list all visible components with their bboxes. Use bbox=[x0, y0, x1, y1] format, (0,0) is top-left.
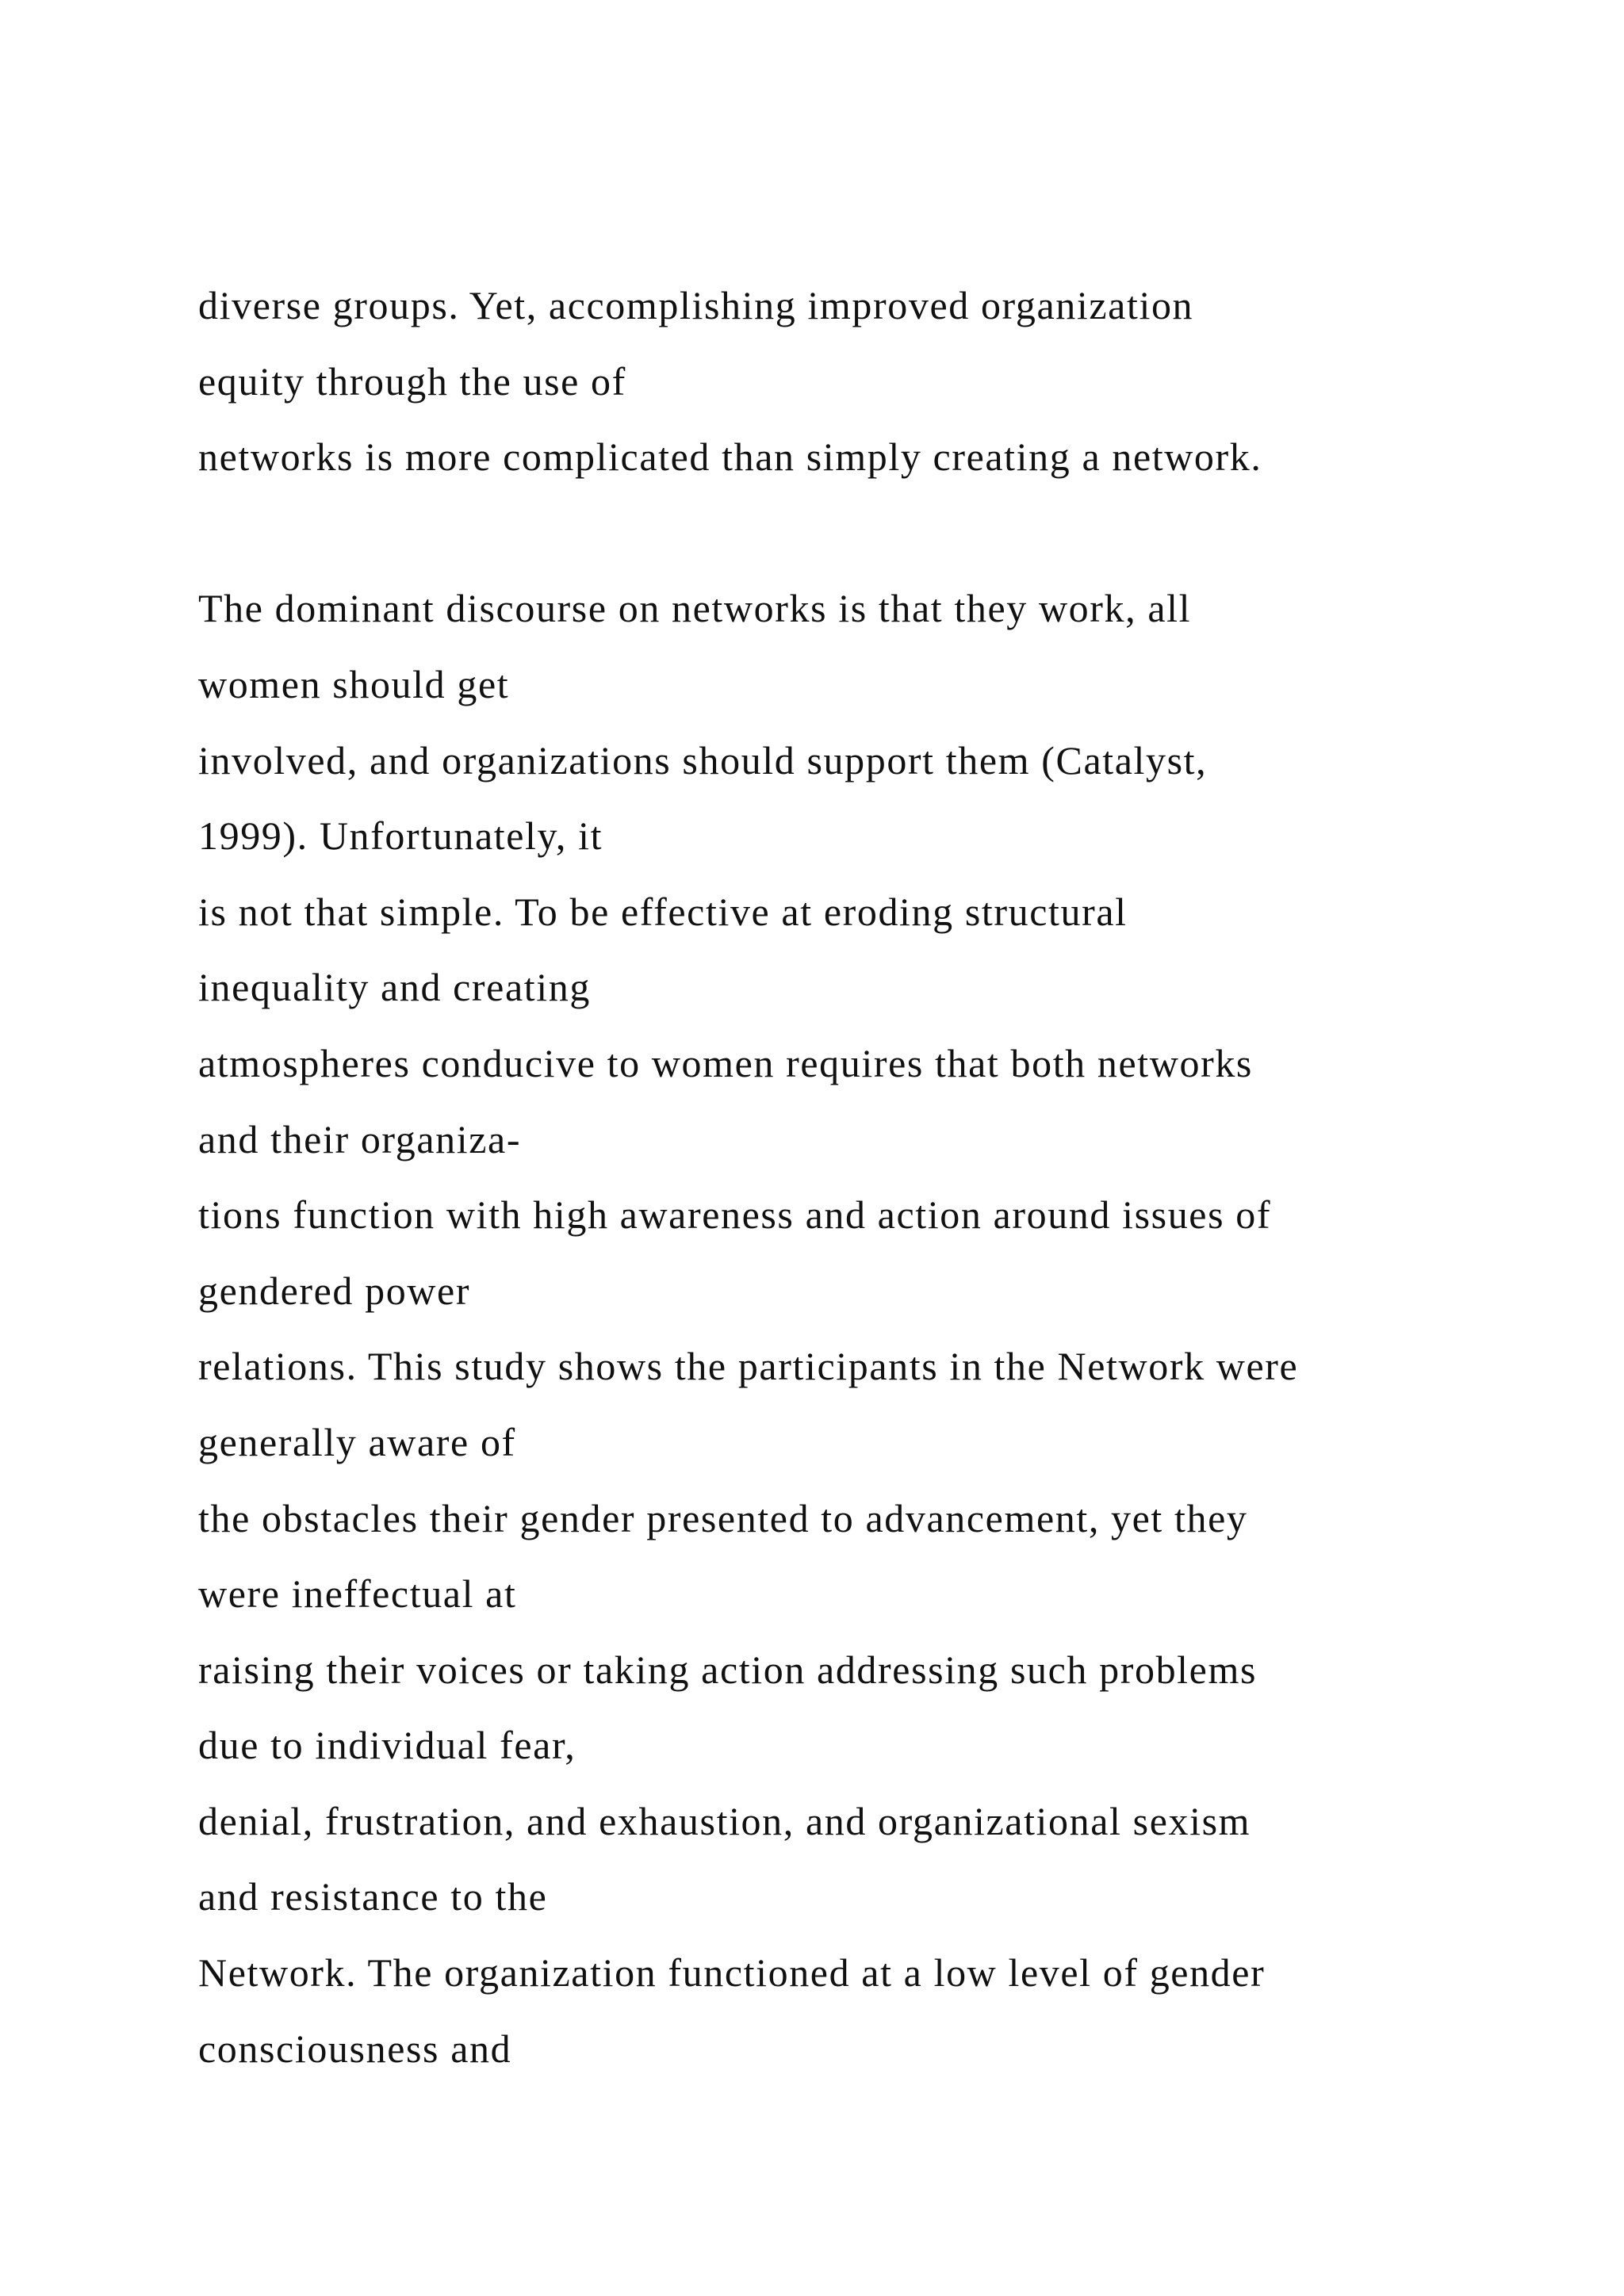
text-line: The dominant discourse on networks is that they work, all bbox=[198, 586, 1192, 631]
text-line: tions function with high awareness and action around issues of bbox=[198, 1192, 1272, 1238]
text-line: consciousness and bbox=[198, 2026, 512, 2071]
text-line: gendered power bbox=[198, 1268, 471, 1313]
text-line: due to individual fear, bbox=[198, 1723, 576, 1768]
text-line: equity through the use of bbox=[198, 358, 626, 404]
text-line: is not that simple. To be effective at eroding structural bbox=[198, 889, 1128, 934]
text-line: 1999). Unfortunately, it bbox=[198, 813, 603, 859]
text-line: and resistance to the bbox=[198, 1874, 548, 1919]
text-line: relations. This study shows the participants in the Network were bbox=[198, 1344, 1299, 1389]
text-line: networks is more complicated than simply creating a network. bbox=[198, 434, 1262, 480]
text-line: inequality and creating bbox=[198, 965, 591, 1010]
text-line: diverse groups. Yet, accomplishing improved organization bbox=[198, 283, 1194, 327]
text-line: involved, and organizations should support them (Catalyst, bbox=[198, 737, 1208, 783]
text-line: Network. The organization functioned at a low level of gender bbox=[198, 1950, 1266, 1996]
text-line: generally aware of bbox=[198, 1419, 516, 1464]
text-line: atmospheres conducive to women requires that both networks bbox=[198, 1040, 1253, 1085]
text-line: women should get bbox=[198, 661, 510, 706]
text-line: and their organiza- bbox=[198, 1116, 522, 1161]
text-line: denial, frustration, and exhaustion, and organizational sexism bbox=[198, 1798, 1251, 1843]
text-line: raising their voices or taking action addressing such problems bbox=[198, 1647, 1258, 1692]
paragraph-break bbox=[198, 496, 1594, 572]
text-line: were ineffectual at bbox=[198, 1571, 517, 1617]
body-text bbox=[198, 268, 1594, 2087]
text-line: the obstacles their gender presented to advancement, yet they bbox=[198, 1495, 1248, 1540]
